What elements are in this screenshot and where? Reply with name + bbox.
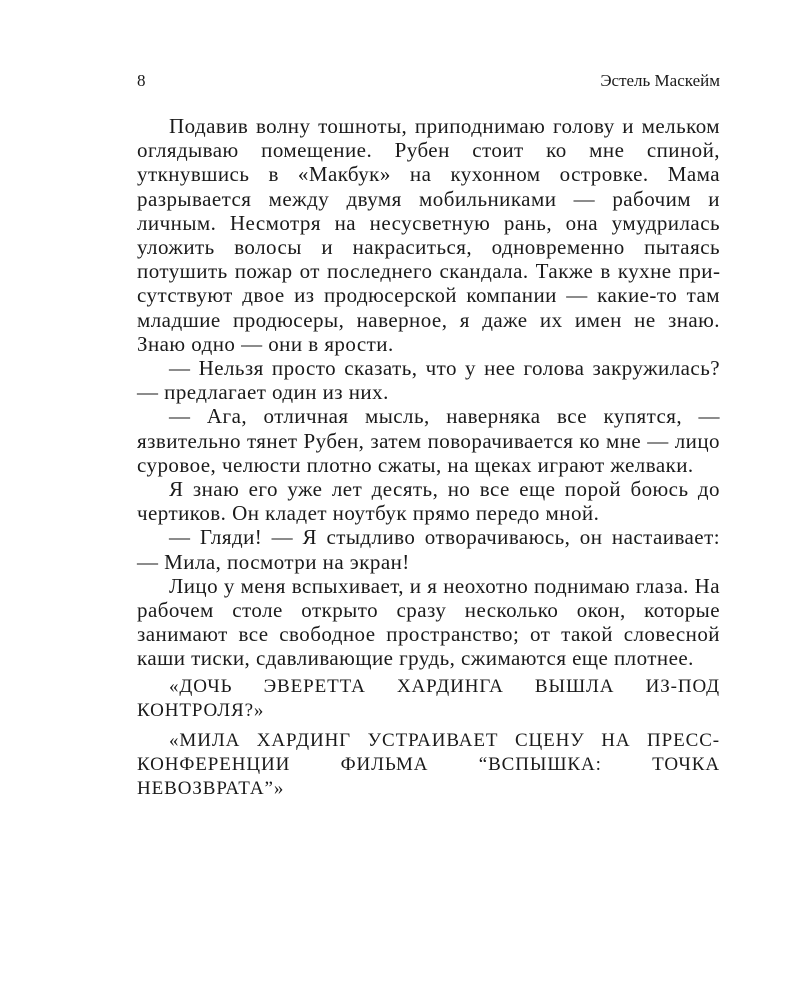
news-headline: «МИЛА ХАРДИНГ УСТРАИВАЕТ СЦЕНУ НА ПРЕСС-КОНФЕРЕНЦИИ ФИЛЬМА “ВСПЫШКА: ТОЧКА НЕВОЗВРАТА”» [137, 730, 720, 800]
running-head [137, 71, 720, 95]
page-number: 8 [137, 71, 146, 90]
paragraph: Подавив волну тошноты, приподнимаю голову и мельком оглядываю помещение. Рубен стоит ко мне спиной, уткнувшись в «Макбук» на кухонном островке. Мама разрывается между двумя мобильниками — рабочим и личным. Несмотря на несусветную рань, она умудрилась уложить волосы и накраситься, одновременно пытаясь потушить пожар от последнего скандала. Также в кухне присутствуют двое из продюсерской компании — какие-то там младшие продюсеры, наверное, я даже их имен не знаю. Знаю одно — они в ярости. [137, 114, 720, 356]
paragraph: — Нельзя просто сказать, что у нее голова закружилась? — предлагает один из них. [137, 356, 720, 405]
paragraph: — Гляди! — Я стыдливо отворачиваюсь, он настаивает: — Мила, посмотри на экран! [137, 525, 720, 574]
body-text [137, 114, 720, 802]
paragraph: Лицо у меня вспыхивает, и я неохотно поднимаю глаза. На рабочем столе открыто сразу несколько окон, которые занимают все свободное пространство; от такой словесной каши тиски, сдавливающие грудь, сжимаются еще плотнее. [137, 573, 720, 671]
paragraph: Я знаю его уже лет десять, но все еще порой боюсь до чертиков. Он кладет ноутбук прямо передо мной. [137, 477, 720, 526]
paragraph: — Ага, отличная мысль, наверняка все купятся, — язвительно тянет Рубен, затем поворачивается ко мне — лицо суровое, челюсти плотно сжаты, на щеках играют желваки. [137, 404, 720, 477]
news-headline: «ДОЧЬ ЭВЕРЕТТА ХАРДИНГА ВЫШЛА ИЗ-ПОД КОНТРОЛЯ?» [137, 675, 720, 721]
book-author: Эстель Маскейм [600, 71, 720, 90]
